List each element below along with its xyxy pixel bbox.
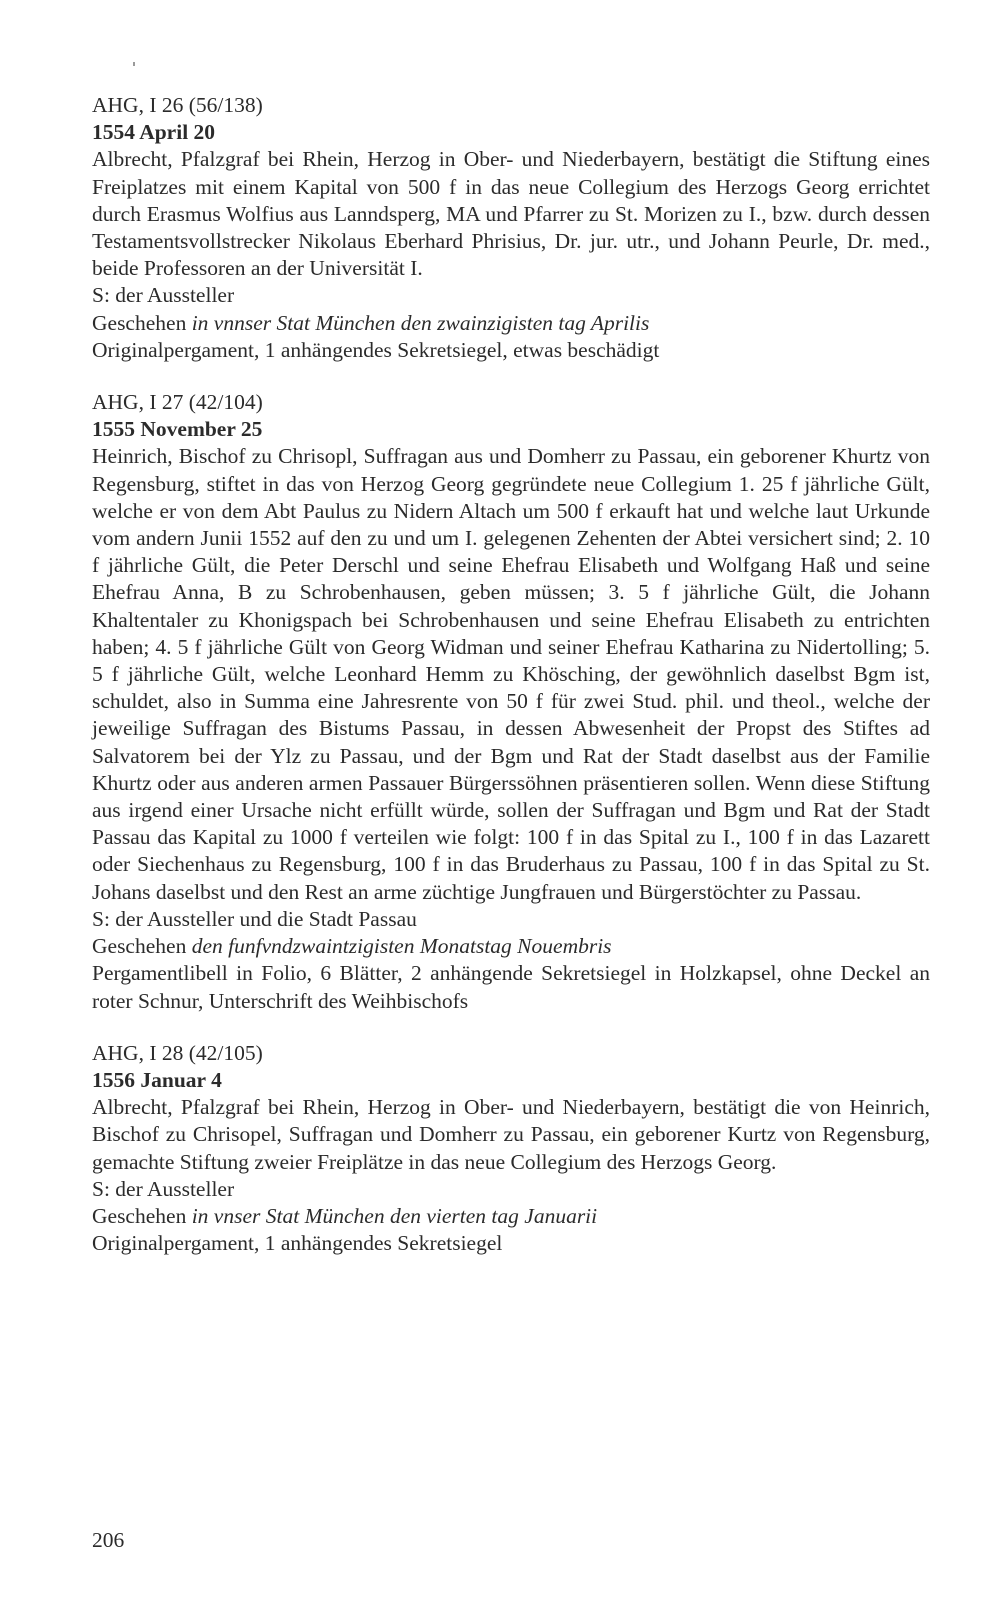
archive-reference: AHG, I 28 (42/105) [92,1040,263,1065]
entry-date: 1556 Januar 4 [92,1067,222,1092]
entry-summary: Albrecht, Pfalzgraf bei Rhein, Herzog in Ober- und Niederbayern, bestätigt die von Heinrich, Bischof zu Chrisopel, Suffragan und Domherr zu Passau, ein geborener Kurtz von Regensburg, gemachte Stiftung zweier Freiplätze in das neue Collegium des Herzogs Georg. [92,1095,930,1174]
entry-date: 1554 April 20 [92,120,216,145]
archive-reference: AHG, I 27 (42/104) [92,390,263,415]
given-prefix: Geschehen [92,1203,187,1228]
physical-description: Pergamentlibell in Folio, 6 Blätter, 2 anhängende Sekretsiegel in Holzkapsel, ohne Deckel an roter Schnur, Unterschrift des Weihbischofs [92,961,930,1013]
entry-date: 1555 November 25 [92,417,263,442]
given-line [92,1203,930,1230]
page-number: 206 [92,1528,125,1552]
seal-note: S: der Aussteller und die Stadt Passau [92,906,417,931]
entry-summary: Heinrich, Bischof zu Chrisopl, Suffragan aus und Domherr zu Passau, ein geborener Khurtz von Regensburg, stiftet in das von Herzog Georg gegründete neue Collegium 1. 25 f jährliche Gült, welche er von dem Abt Paulus zu Nidern Altach um 500 f erkauft hat und welche laut Urkunde vom andern Junii 1552 auf den zu und um I. gelegenen Zehenten der Abtei versichert sind; 2. 10 f jährliche Gült, die Peter Derschl und seine Ehefrau Elisabeth und Wolfgang Haß und seine Ehefrau Anna, B zu Schrobenhausen, geben müssen; 3. 5 f jährliche Gült, die Johann Khaltentaler zu Khonigspach bei Schrobenhausen und seine Ehefrau Elisabeth zu entrichten haben; 4. 5 f jährliche Gült von Georg Widman und seiner Ehefrau Katharina zu Nidertolling; 5. 5 f jährliche Gült, welche Leonhard Hemm zu Khösching, der gewöhnlich daselbst Bgm ist, schuldet, also in Summa eine Jahresrente von 50 f für zwei Stud. phil. und theol., welche der jeweilige Suffragan des Bistums Passau, in dessen Abwesenheit der Propst des Stiftes ad Salvatorem bei der Ylz zu Passau, und der Bgm und Rat der Stadt daselbst aus der Familie Khurtz oder aus anderen armen Passauer Bürgerssöhnen präsentieren sollen. Wenn diese Stiftung aus irgend einer Ursache nicht erfüllt würde, sollen der Suffragan und Bgm und Rat der Stadt Passau das Kapital zu 1000 f verteilen wie folgt: 100 f in das Spital zu I., 100 f in das Lazarett oder Siechenhaus zu Regensburg, 100 f in das Bruderhaus zu Passau, 100 f in das Spital zu St. Johans daselbst und den Rest an arme züchtige Jungfrauen und Bürgerstöchter zu Passau. [92,444,930,904]
document-page [92,92,930,1282]
archive-reference: AHG, I 26 (56/138) [92,93,263,117]
physical-description: Originalpergament, 1 anhängendes Sekretsiegel, etwas beschädigt [92,337,660,362]
given-line [92,933,930,960]
seal-note: S: der Aussteller [92,283,235,308]
seal-note: S: der Aussteller [92,1176,235,1201]
given-quote: in vnnser Stat München den zwainzigisten tag Aprilis [191,310,650,335]
given-quote: in vnser Stat München den vierten tag Januarii [191,1203,598,1228]
given-prefix: Geschehen [92,934,187,959]
given-quote: den funfvndzwaintzigisten Monatstag Nouembris [191,934,612,959]
register-entry [92,389,930,1015]
given-line [92,310,930,337]
register-entry [92,92,930,364]
physical-description: Originalpergament, 1 anhängendes Sekretsiegel [92,1231,503,1256]
given-prefix: Geschehen [92,310,187,335]
entry-summary: Albrecht, Pfalzgraf bei Rhein, Herzog in Ober- und Niederbayern, bestätigt die Stiftung eines Freiplatzes mit einem Kapital von 500 f in das neue Collegium des Herzogs Georg errichtet durch Erasmus Wolfius aus Lanndsperg, MA und Pfarrer zu St. Morizen zu I., bzw. durch dessen Testamentsvollstrecker Nikolaus Eberhard Phrisius, Dr. jur. utr., und Johann Peurle, Dr. med., beide Professoren an der Universität I. [92,147,930,281]
register-entry [92,1040,930,1258]
scan-speck [133,62,135,66]
